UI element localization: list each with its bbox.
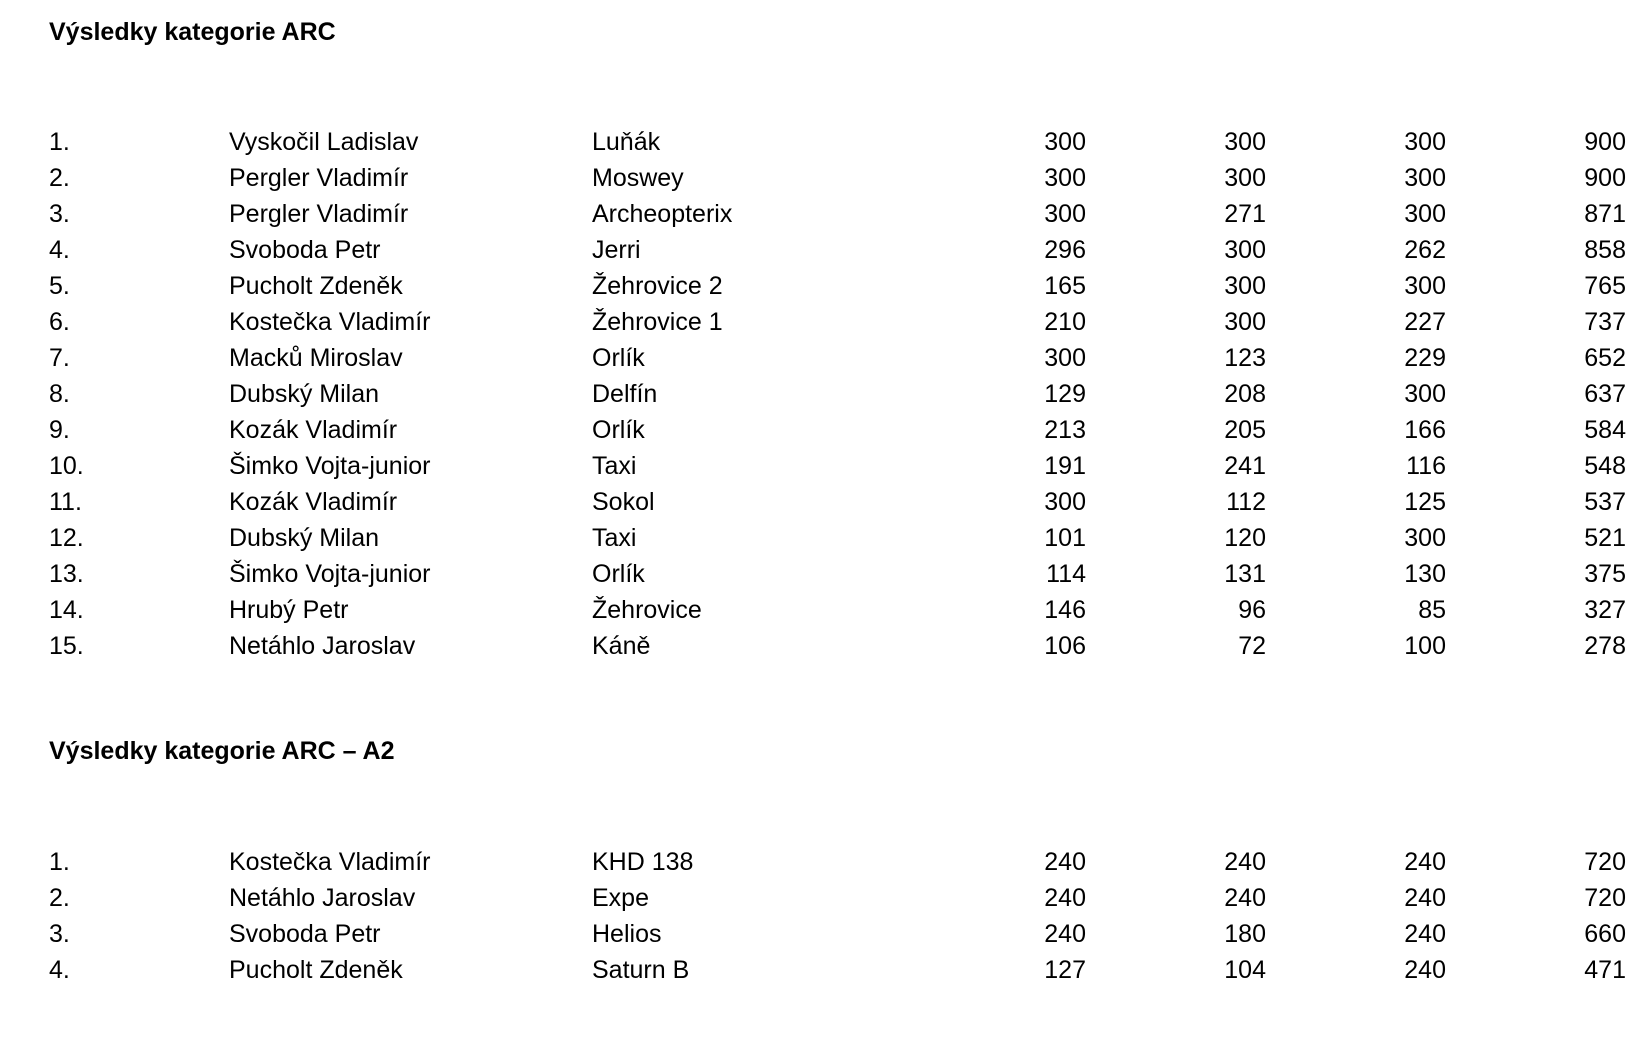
table-row bbox=[49, 952, 1626, 988]
round-3-score: 229 bbox=[1404, 343, 1446, 372]
rank-cell: 13. bbox=[49, 559, 84, 588]
model-name: Delfín bbox=[592, 379, 658, 408]
round-1-score: 106 bbox=[1044, 631, 1086, 660]
model-name: Expe bbox=[592, 883, 649, 912]
total-score: 900 bbox=[1584, 127, 1626, 156]
model-name: Taxi bbox=[592, 523, 637, 552]
table-row bbox=[49, 160, 1626, 196]
results-table-arc bbox=[49, 124, 1626, 664]
table-row bbox=[49, 448, 1626, 484]
model-name: Orlík bbox=[592, 415, 645, 444]
competitor-name: Šimko Vojta-junior bbox=[229, 559, 431, 588]
rank-cell: 12. bbox=[49, 523, 84, 552]
model-name: Jerri bbox=[592, 235, 641, 264]
table-row bbox=[49, 844, 1626, 880]
round-2-score: 300 bbox=[1224, 127, 1266, 156]
table-row bbox=[49, 304, 1626, 340]
round-2-score: 123 bbox=[1224, 343, 1266, 372]
round-1-score: 300 bbox=[1044, 343, 1086, 372]
round-1-score: 129 bbox=[1044, 379, 1086, 408]
total-score: 327 bbox=[1584, 595, 1626, 624]
total-score: 737 bbox=[1584, 307, 1626, 336]
round-3-score: 240 bbox=[1404, 955, 1446, 984]
round-3-score: 240 bbox=[1404, 847, 1446, 876]
table-row bbox=[49, 268, 1626, 304]
results-table-arc-a2 bbox=[49, 844, 1626, 988]
rank-cell: 2. bbox=[49, 163, 70, 192]
total-score: 637 bbox=[1584, 379, 1626, 408]
model-name: Káně bbox=[592, 631, 651, 660]
table-row bbox=[49, 916, 1626, 952]
round-1-score: 300 bbox=[1044, 199, 1086, 228]
round-1-score: 300 bbox=[1044, 487, 1086, 516]
round-3-score: 262 bbox=[1404, 235, 1446, 264]
table-row bbox=[49, 628, 1626, 664]
round-2-score: 300 bbox=[1224, 163, 1266, 192]
model-name: Žehrovice 1 bbox=[592, 307, 723, 336]
round-3-score: 227 bbox=[1404, 307, 1446, 336]
rank-cell: 9. bbox=[49, 415, 70, 444]
table-row bbox=[49, 880, 1626, 916]
rank-cell: 1. bbox=[49, 847, 70, 876]
model-name: Žehrovice 2 bbox=[592, 271, 723, 300]
model-name: Orlík bbox=[592, 343, 645, 372]
table-row bbox=[49, 412, 1626, 448]
round-1-score: 240 bbox=[1044, 883, 1086, 912]
competitor-name: Pergler Vladimír bbox=[229, 163, 409, 192]
table-row bbox=[49, 592, 1626, 628]
model-name: Archeopterix bbox=[592, 199, 733, 228]
competitor-name: Šimko Vojta-junior bbox=[229, 451, 431, 480]
round-1-score: 191 bbox=[1044, 451, 1086, 480]
table-row bbox=[49, 124, 1626, 160]
total-score: 652 bbox=[1584, 343, 1626, 372]
model-name: Orlík bbox=[592, 559, 645, 588]
model-name: Taxi bbox=[592, 451, 637, 480]
model-name: Moswey bbox=[592, 163, 684, 192]
competitor-name: Pergler Vladimír bbox=[229, 199, 409, 228]
table-row bbox=[49, 376, 1626, 412]
total-score: 858 bbox=[1584, 235, 1626, 264]
total-score: 278 bbox=[1584, 631, 1626, 660]
round-2-score: 300 bbox=[1224, 307, 1266, 336]
competitor-name: Dubský Milan bbox=[229, 379, 380, 408]
competitor-name: Dubský Milan bbox=[229, 523, 380, 552]
total-score: 584 bbox=[1584, 415, 1626, 444]
round-1-score: 114 bbox=[1046, 559, 1086, 588]
round-3-score: 300 bbox=[1404, 199, 1446, 228]
competitor-name: Pucholt Zdeněk bbox=[229, 271, 403, 300]
round-3-score: 300 bbox=[1404, 127, 1446, 156]
round-3-score: 300 bbox=[1404, 271, 1446, 300]
section-title-arc-a2: Výsledky kategorie ARC – A2 bbox=[49, 737, 395, 765]
round-2-score: 205 bbox=[1224, 415, 1266, 444]
total-score: 720 bbox=[1584, 847, 1626, 876]
total-score: 521 bbox=[1584, 523, 1626, 552]
table-row bbox=[49, 196, 1626, 232]
rank-cell: 6. bbox=[49, 307, 70, 336]
round-1-score: 296 bbox=[1044, 235, 1086, 264]
rank-cell: 3. bbox=[49, 919, 70, 948]
total-score: 765 bbox=[1584, 271, 1626, 300]
section-title-arc: Výsledky kategorie ARC bbox=[49, 18, 336, 46]
table-row bbox=[49, 484, 1626, 520]
rank-cell: 11. bbox=[49, 487, 82, 516]
competitor-name: Hrubý Petr bbox=[229, 595, 349, 624]
round-2-score: 300 bbox=[1224, 235, 1266, 264]
model-name: Sokol bbox=[592, 487, 655, 516]
competitor-name: Kostečka Vladimír bbox=[229, 307, 431, 336]
competitor-name: Netáhlo Jaroslav bbox=[229, 883, 416, 912]
round-2-score: 104 bbox=[1224, 955, 1266, 984]
model-name: Luňák bbox=[592, 127, 661, 156]
model-name: Helios bbox=[592, 919, 662, 948]
table-row bbox=[49, 556, 1626, 592]
competitor-name: Pucholt Zdeněk bbox=[229, 955, 403, 984]
round-1-score: 240 bbox=[1044, 919, 1086, 948]
round-2-score: 240 bbox=[1224, 883, 1266, 912]
competitor-name: Macků Miroslav bbox=[229, 343, 403, 372]
competitor-name: Svoboda Petr bbox=[229, 919, 381, 948]
total-score: 548 bbox=[1584, 451, 1626, 480]
round-2-score: 300 bbox=[1224, 271, 1266, 300]
competitor-name: Netáhlo Jaroslav bbox=[229, 631, 416, 660]
rank-cell: 3. bbox=[49, 199, 70, 228]
round-1-score: 300 bbox=[1044, 127, 1086, 156]
round-3-score: 300 bbox=[1404, 379, 1446, 408]
total-score: 471 bbox=[1584, 955, 1626, 984]
round-2-score: 241 bbox=[1224, 451, 1266, 480]
competitor-name: Svoboda Petr bbox=[229, 235, 381, 264]
round-3-score: 125 bbox=[1404, 487, 1446, 516]
round-2-score: 112 bbox=[1226, 487, 1266, 516]
rank-cell: 7. bbox=[49, 343, 70, 372]
round-3-score: 300 bbox=[1404, 523, 1446, 552]
table-row bbox=[49, 340, 1626, 376]
round-2-score: 180 bbox=[1224, 919, 1266, 948]
round-1-score: 240 bbox=[1044, 847, 1086, 876]
round-2-score: 72 bbox=[1238, 631, 1266, 660]
competitor-name: Vyskočil Ladislav bbox=[229, 127, 419, 156]
round-1-score: 210 bbox=[1044, 307, 1086, 336]
round-3-score: 166 bbox=[1404, 415, 1446, 444]
total-score: 375 bbox=[1584, 559, 1626, 588]
competitor-name: Kostečka Vladimír bbox=[229, 847, 431, 876]
total-score: 900 bbox=[1584, 163, 1626, 192]
round-2-score: 240 bbox=[1224, 847, 1266, 876]
rank-cell: 14. bbox=[49, 595, 84, 624]
model-name: Saturn B bbox=[592, 955, 690, 984]
round-2-score: 271 bbox=[1224, 199, 1266, 228]
model-name: KHD 138 bbox=[592, 847, 694, 876]
round-3-score: 130 bbox=[1404, 559, 1446, 588]
round-2-score: 120 bbox=[1224, 523, 1266, 552]
round-1-score: 146 bbox=[1044, 595, 1086, 624]
table-row bbox=[49, 232, 1626, 268]
round-3-score: 240 bbox=[1404, 919, 1446, 948]
rank-cell: 4. bbox=[49, 235, 70, 264]
rank-cell: 5. bbox=[49, 271, 70, 300]
rank-cell: 8. bbox=[49, 379, 70, 408]
model-name: Žehrovice bbox=[592, 595, 702, 624]
round-2-score: 131 bbox=[1224, 559, 1266, 588]
round-2-score: 208 bbox=[1224, 379, 1266, 408]
round-1-score: 127 bbox=[1044, 955, 1086, 984]
rank-cell: 15. bbox=[49, 631, 84, 660]
round-1-score: 165 bbox=[1044, 271, 1086, 300]
round-3-score: 240 bbox=[1404, 883, 1446, 912]
round-3-score: 300 bbox=[1404, 163, 1446, 192]
round-2-score: 96 bbox=[1238, 595, 1266, 624]
round-3-score: 100 bbox=[1404, 631, 1446, 660]
rank-cell: 1. bbox=[49, 127, 70, 156]
rank-cell: 4. bbox=[49, 955, 70, 984]
round-1-score: 101 bbox=[1044, 523, 1086, 552]
round-3-score: 85 bbox=[1418, 595, 1446, 624]
rank-cell: 10. bbox=[49, 451, 84, 480]
table-row bbox=[49, 520, 1626, 556]
competitor-name: Kozák Vladimír bbox=[229, 415, 398, 444]
round-1-score: 213 bbox=[1044, 415, 1086, 444]
rank-cell: 2. bbox=[49, 883, 70, 912]
total-score: 871 bbox=[1584, 199, 1626, 228]
total-score: 537 bbox=[1584, 487, 1626, 516]
competitor-name: Kozák Vladimír bbox=[229, 487, 398, 516]
round-3-score: 116 bbox=[1406, 451, 1446, 480]
total-score: 720 bbox=[1584, 883, 1626, 912]
total-score: 660 bbox=[1584, 919, 1626, 948]
round-1-score: 300 bbox=[1044, 163, 1086, 192]
